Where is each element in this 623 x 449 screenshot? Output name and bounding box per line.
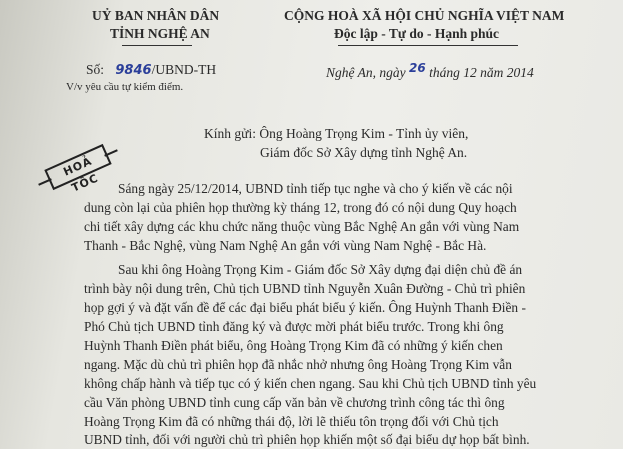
org-name-line1: UỶ BAN NHÂN DÂN bbox=[92, 8, 220, 23]
date-suffix: tháng 12 năm 2014 bbox=[429, 65, 534, 80]
paragraph2-line: Huỳnh Thanh Điền phát biểu, ông Hoàng Trọng Kim đã có những ý kiến chen bbox=[84, 338, 503, 353]
motto-underline bbox=[338, 45, 518, 46]
recipient-line1: Kính gửi: Ông Hoàng Trọng Kim - Tỉnh ủy viên, bbox=[204, 126, 469, 141]
stamp-tail-right bbox=[104, 149, 118, 157]
org-name-line2: TỈNH NGHỆ AN bbox=[110, 26, 210, 41]
nation-name: CỘNG HOÀ XÃ HỘI CHỦ NGHĨA VIỆT NAM bbox=[284, 8, 565, 23]
paragraph2-line: trình bày nội dung trên, Chủ tịch UBND tỉnh Nguyễn Xuân Đường - Chủ trì phiên bbox=[84, 281, 526, 296]
paragraph1-line: Sáng ngày 25/12/2014, UBND tỉnh tiếp tục nghe và cho ý kiến về các nội bbox=[118, 181, 513, 196]
paragraph1-line: Thanh - Bắc Nghệ, vùng Nam Nghệ An gắn với vùng Nam Nghệ - Bắc Hà. bbox=[84, 238, 487, 253]
org-underline bbox=[122, 45, 192, 46]
doc-number-suffix: /UBND-TH bbox=[151, 62, 217, 77]
doc-number-handwritten: 9846 bbox=[115, 63, 152, 78]
paragraph2-line: cầu Văn phòng UBND tỉnh cung cấp văn bản về chương trình công tác thì ông bbox=[84, 395, 505, 410]
paragraph2-line: Phó Chủ tịch UBND tỉnh đăng ký và được mời phát biểu trước. Trong khi ông bbox=[84, 319, 504, 334]
date-day-handwritten: 26 bbox=[409, 61, 426, 75]
doc-number bbox=[86, 62, 216, 78]
recipient-line2: Giám đốc Sở Xây dựng tỉnh Nghệ An. bbox=[260, 145, 468, 160]
date-prefix: Nghệ An, ngày bbox=[326, 65, 406, 80]
doc-subject: V/v yêu cầu tự kiểm điểm. bbox=[66, 81, 184, 93]
paragraph2-line: ngang. Mặc dù chủ trì phiên họp đã nhắc nhở nhưng ông Hoàng Trọng Kim vẫn bbox=[84, 357, 512, 372]
doc-number-prefix: Số: bbox=[86, 62, 105, 77]
paragraph2-line: Sau khi ông Hoàng Trọng Kim - Giám đốc Sở Xây dựng đại diện chủ đề án bbox=[118, 262, 523, 277]
paragraph1-line: dung còn lại của phiên họp thường kỳ tháng 12, trong đó có nội dung Quy hoạch bbox=[84, 200, 517, 215]
urgent-stamp: HOẢ TỐC bbox=[44, 144, 111, 190]
paragraph2-line: UBND tỉnh, đối với người chủ trì phiên họp khiến một số đại biểu dự họp bất bình. bbox=[84, 432, 530, 447]
paragraph2-line: không chấp hành và tiếp tục có ý kiến chen ngang. Sau khi Chủ tịch UBND tỉnh yêu bbox=[84, 376, 537, 391]
paragraph2-line: họp gợi ý và đặt vấn đề để các đại biểu phát biểu ý kiến. Ông Huỳnh Thanh Điền - bbox=[84, 300, 526, 315]
doc-date bbox=[326, 61, 534, 81]
paragraph2-line: Hoàng Trọng Kim đã có những thái độ, lời lẽ thiếu tôn trọng đối với Chủ tịch bbox=[84, 414, 499, 429]
paragraph1-line: chi tiết xây dựng các khu chức năng thuộc vùng Bắc Nghệ An gắn với vùng Nam bbox=[84, 219, 520, 234]
nation-motto: Độc lập - Tự do - Hạnh phúc bbox=[334, 26, 500, 41]
